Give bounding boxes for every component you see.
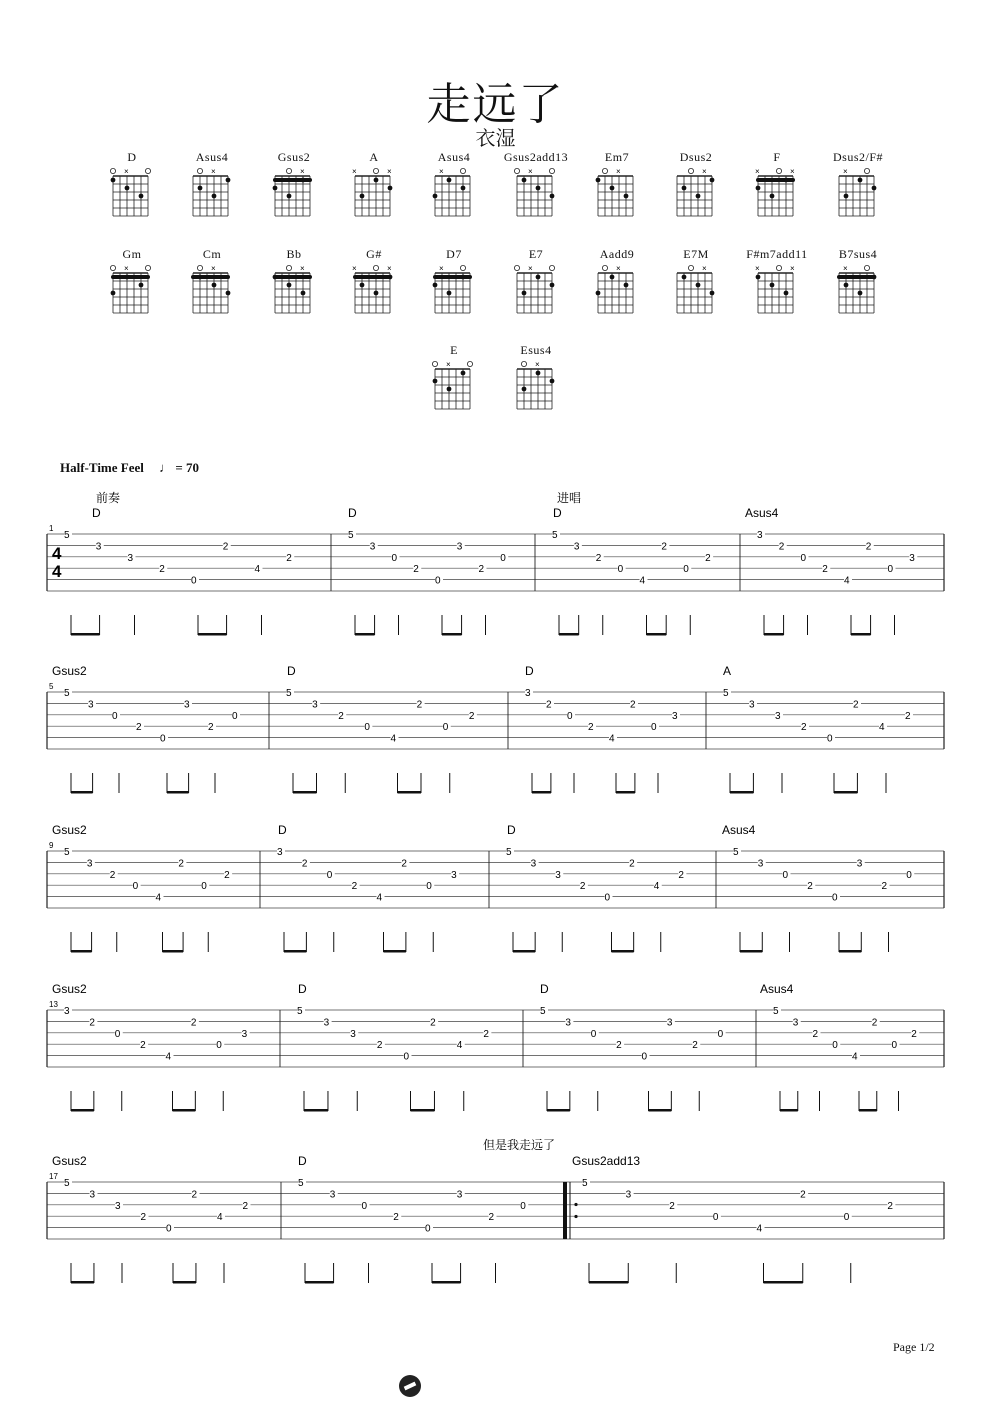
chord-name: E: [450, 343, 458, 357]
svg-text:×: ×: [211, 167, 216, 176]
svg-text:×: ×: [843, 264, 848, 273]
artist-name: 衣湿: [475, 126, 516, 150]
fret-number: 0: [567, 710, 573, 722]
page-number: Page 1/2: [893, 1340, 935, 1354]
chord-name: Dsus2/F#: [832, 150, 883, 164]
fret-number: 3: [666, 1017, 673, 1029]
svg-text:×: ×: [535, 360, 540, 369]
fret-number: 0: [435, 575, 441, 587]
chord-name: D7: [446, 247, 462, 261]
chord-name: E7M: [683, 247, 709, 261]
fret-number: 0: [201, 881, 207, 893]
fret-number: 2: [351, 881, 358, 893]
fret-number: 5: [348, 530, 354, 541]
measure-number: 13: [49, 1000, 58, 1009]
fret-number: 0: [442, 722, 449, 734]
svg-text:×: ×: [790, 167, 795, 176]
fret-number: 0: [604, 892, 611, 904]
fret-number: 0: [843, 1212, 850, 1224]
fret-number: 4: [844, 575, 850, 587]
svg-text:×: ×: [702, 264, 707, 273]
fret-number: 4: [390, 733, 397, 745]
measure-chord: Gsus2: [52, 982, 87, 996]
fret-number: 2: [401, 858, 407, 870]
measure-chord: D: [540, 982, 549, 996]
svg-text:×: ×: [300, 167, 305, 176]
fret-number: 2: [140, 1212, 147, 1224]
fret-number: 5: [298, 1178, 304, 1189]
chord-name: F: [773, 150, 781, 164]
fret-number: 2: [853, 699, 859, 711]
fret-number: 2: [376, 1040, 383, 1052]
fret-number: 3: [672, 710, 678, 722]
fret-number: 0: [232, 710, 238, 722]
fret-number: 2: [822, 564, 828, 576]
measure-chord: D: [298, 982, 307, 996]
chord-name: E7: [528, 247, 544, 261]
fret-number: 2: [140, 1040, 146, 1052]
fret-number: 4: [376, 892, 383, 904]
fret-number: 3: [775, 710, 781, 722]
fret-number: 2: [301, 858, 308, 870]
fret-number: 2: [483, 1028, 489, 1040]
fret-number: 0: [191, 575, 197, 587]
fret-number: 4: [653, 881, 660, 893]
fret-number: 3: [312, 699, 318, 711]
fret-number: 0: [827, 733, 833, 745]
measure-number: 9: [49, 841, 54, 850]
fret-number: 0: [166, 1223, 172, 1235]
svg-text:×: ×: [446, 360, 451, 369]
chord-name: Bb: [286, 247, 302, 261]
chord-name: D: [127, 150, 137, 164]
fret-number: 2: [488, 1212, 495, 1224]
chord-name: Em7: [604, 150, 630, 164]
fret-number: 3: [115, 1200, 121, 1212]
measure-chord: D: [298, 1154, 307, 1168]
fret-number: 2: [89, 1017, 95, 1029]
fret-number: 2: [191, 1189, 198, 1201]
chord-name: Gsus2: [277, 150, 311, 164]
fret-number: 3: [86, 858, 93, 870]
fret-number: 2: [393, 1212, 399, 1224]
fret-number: 0: [361, 1200, 368, 1212]
fret-number: 3: [525, 688, 531, 699]
fret-number: 2: [678, 869, 684, 881]
fret-number: 2: [865, 541, 872, 553]
fret-number: 2: [669, 1200, 675, 1212]
fret-number: 4: [756, 1223, 763, 1235]
tempo-note-icon: ♩: [159, 460, 173, 475]
fret-number: 2: [413, 564, 419, 576]
svg-text:×: ×: [702, 167, 707, 176]
section-intro: 前奏: [96, 491, 121, 505]
measure-chord: D: [348, 506, 357, 520]
fret-number: 3: [625, 1189, 632, 1201]
tempo-bpm: = 70: [175, 460, 200, 475]
fret-number: 2: [178, 858, 184, 870]
measure-chord: D: [507, 823, 516, 837]
fret-number: 3: [277, 847, 283, 858]
fret-number: 3: [565, 1017, 571, 1029]
svg-text:×: ×: [755, 167, 760, 176]
chord-name: B7sus4: [838, 247, 878, 261]
measure-chord: Gsus2: [52, 823, 87, 837]
fret-number: 2: [911, 1028, 917, 1040]
fret-number: 3: [792, 1017, 799, 1029]
fret-number: 3: [369, 541, 376, 553]
fret-number: 0: [651, 722, 657, 734]
fret-number: 2: [616, 1040, 622, 1052]
svg-text:×: ×: [211, 264, 216, 273]
fret-number: 3: [350, 1028, 356, 1040]
svg-text:×: ×: [352, 264, 357, 273]
fret-number: 0: [617, 564, 624, 576]
measure-chord: Asus4: [760, 982, 794, 996]
fret-number: 5: [286, 688, 292, 699]
svg-text:×: ×: [300, 264, 305, 273]
svg-text:×: ×: [616, 167, 621, 176]
publisher-logo: [399, 1375, 421, 1397]
fret-number: 2: [871, 1017, 878, 1029]
chord-name: A: [369, 150, 379, 164]
chord-name: G#: [366, 247, 382, 261]
fret-number: 2: [478, 564, 485, 576]
fret-number: 0: [425, 1223, 431, 1235]
svg-text:×: ×: [755, 264, 760, 273]
fret-number: 2: [887, 1200, 893, 1212]
fret-number: 2: [468, 710, 475, 722]
fret-number: 2: [222, 541, 229, 553]
fret-number: 5: [723, 688, 729, 699]
svg-text:×: ×: [616, 264, 621, 273]
fret-number: 2: [159, 564, 165, 576]
fret-number: 4: [217, 1212, 223, 1224]
fret-number: 3: [323, 1017, 330, 1029]
fret-number: 5: [582, 1178, 588, 1189]
chord-name: Asus4: [195, 150, 229, 164]
svg-text:×: ×: [387, 167, 392, 176]
fret-number: 2: [546, 699, 552, 711]
chord-name: Cm: [202, 247, 222, 261]
fret-number: 0: [717, 1028, 724, 1040]
tempo-feel: Half-Time Feel: [60, 460, 144, 475]
measure-chord: Asus4: [722, 823, 756, 837]
fret-number: 3: [95, 541, 102, 553]
fret-number: 2: [208, 722, 214, 734]
fret-number: 0: [500, 552, 506, 564]
section-verse: 进唱: [557, 491, 582, 505]
fret-number: 5: [64, 688, 70, 699]
fret-number: 0: [364, 722, 370, 734]
fret-number: 2: [905, 710, 911, 722]
fret-number: 0: [326, 869, 333, 881]
fret-number: 3: [573, 541, 580, 553]
fret-number: 3: [184, 699, 190, 711]
fret-number: 4: [155, 892, 162, 904]
fret-number: 2: [881, 881, 888, 893]
fret-number: 4: [456, 1040, 463, 1052]
chord-name: Asus4: [437, 150, 471, 164]
svg-text:×: ×: [439, 264, 444, 273]
measure-chord: D: [553, 506, 562, 520]
fret-number: 3: [757, 858, 764, 870]
fret-number: 2: [242, 1200, 249, 1212]
fret-number: 2: [630, 699, 636, 711]
fret-number: 3: [241, 1028, 248, 1040]
fret-number: 2: [661, 541, 667, 553]
svg-text:×: ×: [439, 167, 444, 176]
fret-number: 5: [297, 1006, 303, 1017]
fret-number: 3: [127, 552, 134, 564]
fret-number: 4: [254, 564, 261, 576]
fret-number: 5: [540, 1006, 546, 1017]
fret-number: 0: [426, 881, 432, 893]
chord-name: Gsus2add13: [503, 150, 569, 164]
fret-number: 2: [109, 869, 116, 881]
fret-number: 0: [891, 1040, 898, 1052]
fret-number: 0: [641, 1051, 648, 1063]
fret-number: 0: [832, 892, 838, 904]
fret-number: 3: [456, 1189, 463, 1201]
fret-number: 3: [64, 1006, 70, 1017]
fret-number: 0: [832, 1040, 838, 1052]
fret-number: 2: [800, 1189, 806, 1201]
measure-chord: D: [92, 506, 101, 520]
fret-number: 4: [639, 575, 646, 587]
fret-number: 5: [733, 847, 739, 858]
svg-text:×: ×: [790, 264, 795, 273]
svg-text:×: ×: [528, 264, 533, 273]
measure-chord: Gsus2: [52, 664, 87, 678]
fret-number: 4: [879, 722, 885, 734]
fret-number: 2: [629, 858, 635, 870]
lyric-line: 但是我走远了: [483, 1138, 556, 1152]
fret-number: 0: [683, 564, 689, 576]
fret-number: 2: [430, 1017, 436, 1029]
measure-chord: Asus4: [745, 506, 779, 520]
chord-name: Aadd9: [599, 247, 635, 261]
fret-number: 3: [856, 858, 863, 870]
fret-number: 2: [579, 881, 586, 893]
svg-text:×: ×: [124, 167, 129, 176]
fret-number: 2: [807, 881, 813, 893]
fret-number: 0: [782, 869, 789, 881]
fret-number: 2: [190, 1017, 197, 1029]
fret-number: 0: [216, 1040, 222, 1052]
fret-number: 3: [89, 1189, 96, 1201]
fret-number: 3: [456, 541, 463, 553]
fret-number: 0: [520, 1200, 526, 1212]
chord-name: Esus4: [520, 343, 552, 357]
measure-number: 1: [49, 524, 54, 533]
fret-number: 0: [800, 552, 807, 564]
fret-number: 3: [88, 699, 94, 711]
fret-number: 0: [590, 1028, 597, 1040]
svg-text:×: ×: [124, 264, 129, 273]
fret-number: 3: [749, 699, 755, 711]
fret-number: 2: [778, 541, 785, 553]
measure-number: 5: [49, 682, 54, 691]
fret-number: 0: [403, 1051, 410, 1063]
fret-number: 2: [416, 699, 423, 711]
time-signature-top: 4: [52, 544, 62, 563]
fret-number: 2: [338, 710, 344, 722]
fret-number: 5: [552, 530, 558, 541]
fret-number: 5: [773, 1006, 779, 1017]
fret-number: 5: [64, 1178, 70, 1189]
fret-number: 2: [595, 552, 602, 564]
fret-number: 3: [555, 869, 561, 881]
fret-number: 4: [609, 733, 615, 745]
fret-number: 0: [906, 869, 912, 881]
fret-number: 3: [757, 530, 763, 541]
measure-chord: Gsus2: [52, 1154, 87, 1168]
fret-number: 5: [506, 847, 512, 858]
fret-number: 3: [530, 858, 537, 870]
fret-number: 2: [705, 552, 711, 564]
measure-chord: Gsus2add13: [572, 1154, 641, 1168]
fret-number: 0: [712, 1212, 719, 1224]
chord-name: Dsus2: [679, 150, 713, 164]
fret-number: 0: [112, 710, 118, 722]
time-signature-bottom: 4: [52, 562, 62, 581]
measure-number: 17: [49, 1172, 58, 1181]
fret-number: 4: [165, 1051, 172, 1063]
fret-number: 5: [64, 847, 70, 858]
fret-number: 0: [887, 564, 894, 576]
fret-number: 0: [160, 733, 166, 745]
fret-number: 2: [588, 722, 594, 734]
fret-number: 3: [451, 869, 457, 881]
svg-text:×: ×: [387, 264, 392, 273]
fret-number: 2: [224, 869, 230, 881]
fret-number: 5: [64, 530, 70, 541]
fret-number: 3: [329, 1189, 336, 1201]
fret-number: 0: [114, 1028, 121, 1040]
svg-text:×: ×: [352, 167, 357, 176]
measure-chord: D: [287, 664, 296, 678]
svg-text:×: ×: [843, 167, 848, 176]
fret-number: 2: [286, 552, 292, 564]
chord-name: F#m7add11: [746, 247, 808, 261]
fret-number: 4: [852, 1051, 858, 1063]
fret-number: 2: [692, 1040, 698, 1052]
fret-number: 3: [909, 552, 915, 564]
song-title: 走远了: [426, 79, 565, 130]
svg-text:×: ×: [528, 167, 533, 176]
fret-number: 0: [132, 881, 139, 893]
chord-name: Gm: [122, 247, 142, 261]
fret-number: 2: [801, 722, 807, 734]
measure-chord: D: [525, 664, 534, 678]
fret-number: 2: [812, 1028, 819, 1040]
measure-chord: A: [723, 664, 732, 678]
measure-chord: D: [278, 823, 287, 837]
fret-number: 0: [391, 552, 398, 564]
fret-number: 2: [136, 722, 142, 734]
